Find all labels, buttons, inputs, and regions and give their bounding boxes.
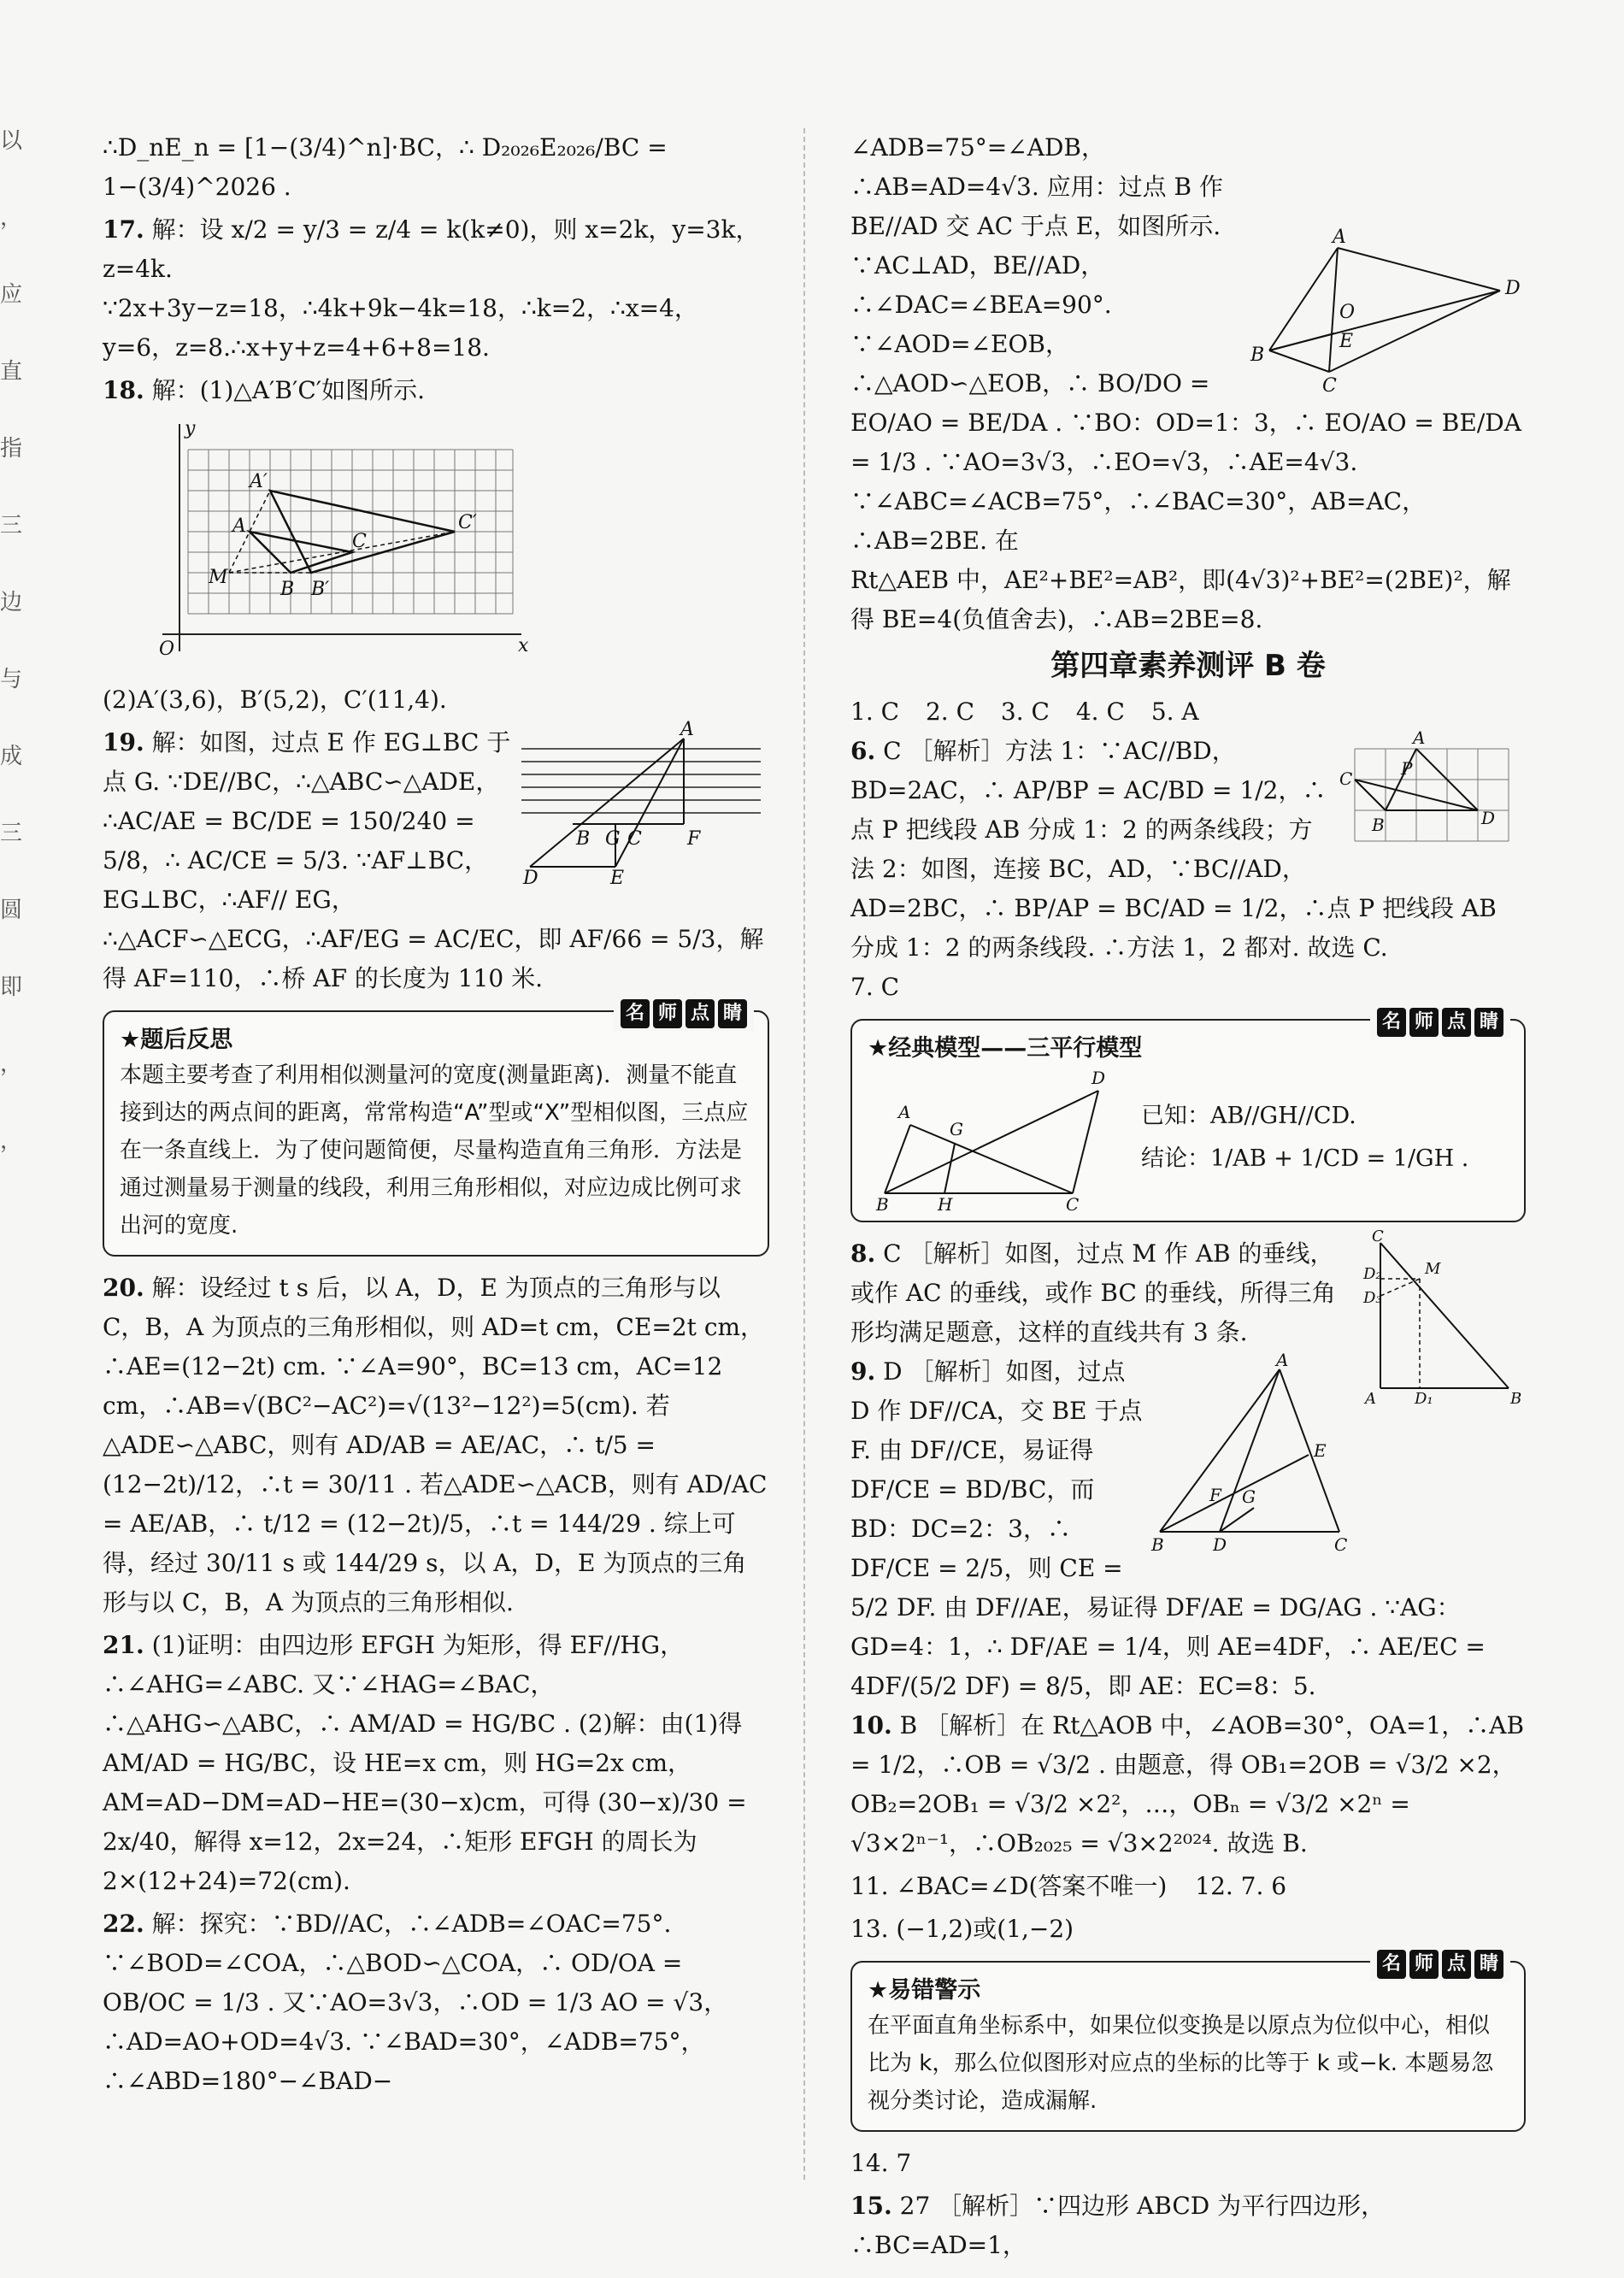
label-point-c: C bbox=[1334, 1534, 1348, 1555]
answer-22-continued bbox=[850, 128, 1526, 639]
choice-answer: 3. C bbox=[1000, 698, 1050, 726]
label-point-c-prime: C′ bbox=[458, 512, 477, 533]
badge-char: 师 bbox=[1409, 1008, 1439, 1037]
note-box-classic-model bbox=[850, 1011, 1526, 1222]
label-point-b: B bbox=[1151, 1534, 1164, 1555]
label-point-b: B bbox=[1510, 1390, 1522, 1408]
model-content bbox=[868, 1065, 1509, 1215]
badge-famous-teacher bbox=[1370, 1942, 1510, 1981]
badge-char: 名 bbox=[1377, 1008, 1406, 1037]
badge-char: 师 bbox=[653, 999, 682, 1028]
badge-famous-teacher bbox=[614, 992, 754, 1031]
edge-fragment: 指 bbox=[0, 436, 23, 462]
badge-char: 点 bbox=[685, 999, 715, 1028]
river-figure-19 bbox=[521, 719, 769, 889]
label-point-a: A bbox=[232, 515, 246, 537]
badge-famous-teacher bbox=[1370, 1000, 1510, 1039]
answer-number: 8. bbox=[850, 1239, 876, 1268]
answer-7: 7. C bbox=[850, 973, 900, 1001]
label-point-c: C bbox=[627, 828, 642, 850]
label-point-d: D bbox=[1091, 1068, 1106, 1088]
answer-number: 22. bbox=[103, 1910, 144, 1938]
answer-text: ∵2x+3y−z=18，∴4k+9k−4k=18，∴k=2，∴x=4，y=6，z=8.∴x+y+z=4+6+8=18. bbox=[103, 294, 698, 362]
label-point-m: M bbox=[209, 567, 228, 588]
badge-char: 点 bbox=[1442, 1950, 1471, 1979]
choice-answer: 4. C bbox=[1075, 698, 1125, 726]
answer-text: 解：设 x/2 = y/3 = z/4 = k(k≠0)，则 x=2k，y=3k，z=4k. bbox=[103, 215, 760, 283]
label-y-axis: y bbox=[185, 418, 196, 439]
label-point-b: B bbox=[876, 1194, 889, 1215]
edge-fragment: 即 bbox=[0, 974, 23, 1000]
answer-14: 14. 7 bbox=[850, 2149, 912, 2177]
label-point-f: F bbox=[687, 828, 701, 850]
label-point-d: D bbox=[1481, 808, 1496, 828]
answer-15 bbox=[850, 2187, 1526, 2265]
edge-fragment: 三 bbox=[0, 513, 23, 539]
edge-fragment: ， bbox=[0, 1128, 23, 1154]
edge-fragment: 应 bbox=[0, 282, 23, 308]
edge-fragment: ， bbox=[0, 1051, 23, 1077]
answer-text: ∠ADB=75°=∠ADB，∴AB=AD=4√3. 应用：过点 B 作 BE//AD 交 AC 于点 E，如图所示. ∵AC⊥AD，BE//AD，∴∠DAC=∠BEA=90°. ∵∠AOD=∠EOB，∴△AOD∽△EOB，∴ BO/DO = EO/AO = BE/DA . ∵BO：OD=1：3，∴ EO/AO = BE/DA = 1/3 . ∵AO=3√3，∴EO=√3，∴AE=4√3. ∵∠ABC=∠ACB=75°，∴∠BAC=30°，AB=AC，∴AB=2BE. 在 bbox=[850, 133, 1521, 555]
figure-22 bbox=[1244, 227, 1526, 397]
label-point-h: H bbox=[938, 1194, 953, 1215]
label-point-c: C bbox=[1066, 1194, 1080, 1215]
answer-text: C ［解析］方法 1：∵AC//BD，BD=2AC，∴ AP/BP = AC/BD = 1/2，∴点 P 把线段 AB 分成 1：2 的两条线段；方法 2：如图，连接 BC，AD，∵BC//AD，AD=2BC，∴ BP/AP = BC/AD = 1/2，∴点 P 把线段 AB 分成 1：2 的两条线段. ∴方法 1，2 都对. 故选 C. bbox=[850, 737, 1497, 962]
label-point-o: O bbox=[1339, 302, 1356, 323]
edge-fragment: 圆 bbox=[0, 898, 23, 923]
label-point-a: A bbox=[1333, 227, 1346, 248]
label-point-m: M bbox=[1425, 1260, 1441, 1278]
label-point-c: C bbox=[352, 531, 367, 552]
label-point-a: A bbox=[898, 1102, 911, 1122]
note-title: ★经典模型——三平行模型 bbox=[868, 1035, 1143, 1062]
badge-char: 睛 bbox=[1474, 1950, 1503, 1979]
badge-char: 名 bbox=[1377, 1950, 1406, 1979]
label-point-d2: D₂ bbox=[1363, 1265, 1382, 1283]
label-point-e: E bbox=[610, 868, 625, 889]
answer-text: 解：设经过 t s 后，以 A，D，E 为顶点的三角形与以 C，B，A 为顶点的三角形相似，则 AD=t cm，CE=2t cm，∴AE=(12−2t) cm. ∵∠A=90°，BC=13 cm，AC=12 cm，∴AB=√(BC²−AC²)=√(13²−12²)=5(cm). 若△ADE∽△ABC，则有 AD/AB = AE/AC，∴ t/5 = (12−2t)/12，∴t = 30/11 . 若△ADE∽△ACB，则有 AD/AC = AE/AB，∴ t/12 = (12−2t)/5，∴t = 144/29 . 综上可得，经过 30/11 s 或 144/29 s，以 A，D，E 为顶点的三角形与以 C，B，A 为顶点的三角形相似. bbox=[103, 1274, 768, 1616]
edge-fragment: 边 bbox=[0, 590, 23, 615]
answer-18 bbox=[103, 371, 769, 410]
label-origin: O bbox=[159, 639, 175, 660]
column-divider bbox=[803, 128, 805, 2180]
label-point-d: D bbox=[1505, 278, 1521, 299]
label-point-d: D bbox=[523, 868, 538, 889]
label-point-c: C bbox=[1322, 375, 1337, 397]
answer-19 bbox=[103, 719, 769, 998]
label-point-a: A bbox=[680, 719, 694, 740]
answer-number: 21. bbox=[103, 1631, 144, 1659]
badge-char: 师 bbox=[1409, 1950, 1439, 1979]
label-point-e: E bbox=[1314, 1440, 1327, 1461]
label-point-e: E bbox=[1339, 331, 1354, 352]
label-point-g: G bbox=[950, 1119, 963, 1139]
choice-answer: 5. A bbox=[1150, 698, 1199, 726]
answer-number: 19. bbox=[103, 728, 144, 756]
choice-answer: 1. C bbox=[850, 698, 900, 726]
answer-number: 9. bbox=[850, 1357, 876, 1386]
answer-8-9 bbox=[850, 1227, 1526, 1706]
answer-number: 18. bbox=[103, 376, 144, 404]
choice-answer: 2. C bbox=[925, 698, 974, 726]
page-edge-fragments bbox=[0, 128, 26, 2180]
label-point-b-prime: B′ bbox=[311, 579, 330, 600]
answer-6 bbox=[850, 727, 1526, 968]
answer-text: D ［解析］如图，过点 D 作 DF//CA，交 BE 于点 F. 由 DF//CE，易证得 DF/CE = BD/BC，而 BD：DC=2：3，∴ DF/CE = 2/5，则 CE = 5/2 DF. 由 DF//AE，易证得 DF/AE = DG/AG . ∵AG：GD=4：1，∴ DF/AE = 1/4，则 AE=4DF，∴ AE/EC = 4DF/(5/2 DF) = 8/5，即 AE：EC=8：5. bbox=[850, 1357, 1486, 1700]
label-point-d: D bbox=[1213, 1534, 1227, 1555]
answer-text: 27 ［解析］∵四边形 ABCD 为平行四边形，∴BC=AD=1， bbox=[850, 2192, 1386, 2259]
answer-17 bbox=[103, 210, 769, 368]
badge-char: 睛 bbox=[718, 999, 747, 1028]
badge-char: 点 bbox=[1442, 1008, 1471, 1037]
coordinate-grid-svg bbox=[137, 415, 530, 663]
answer-20 bbox=[103, 1268, 769, 1622]
label-point-a: A bbox=[1276, 1350, 1289, 1370]
three-parallel-figure bbox=[868, 1065, 1107, 1215]
grid-figure-18 bbox=[137, 415, 769, 675]
badge-char: 睛 bbox=[1474, 1008, 1503, 1037]
label-point-a: A bbox=[1413, 727, 1426, 748]
label-point-g: G bbox=[1242, 1486, 1256, 1507]
answer-13: 13. (−1,2)或(1,−2) bbox=[850, 1915, 1074, 1943]
answer-number: 20. bbox=[103, 1274, 144, 1302]
figure-9 bbox=[1151, 1350, 1356, 1557]
answer-10 bbox=[850, 1706, 1526, 1863]
left-column bbox=[103, 128, 769, 2104]
note-body: 在平面直角坐标系中，如果位似变换是以原点为位似中心，相似比为 k，那么位似图形对应点的坐标的比等于 k 或−k. 本题易忽视分类讨论，造成漏解. bbox=[868, 2013, 1494, 2114]
answer-22 bbox=[103, 1904, 769, 2101]
model-text bbox=[1141, 1095, 1468, 1180]
label-point-c: C bbox=[1339, 768, 1353, 789]
model-known: 已知：AB//GH//CD. bbox=[1141, 1103, 1356, 1129]
answer-text: 解：探究：∵BD//AC，∴∠ADB=∠OAC=75°. ∵∠BOD=∠COA，∴△BOD∽△COA，∴ OD/OA = OB/OC = 1/3 . 又∵AO=3√3，∴OD = 1/3 AO = √3，∴AD=AO+OD=4√3. ∵∠BAD=30°，∠ADB=75°，∴∠ABD=180°−∠BAD− bbox=[103, 1910, 728, 2095]
answer-18-part2: (2)A′(3,6)，B′(5,2)，C′(11,4). bbox=[103, 686, 447, 714]
answer-number: 10. bbox=[850, 1711, 892, 1739]
label-x-axis: x bbox=[518, 635, 529, 656]
note-body: 本题主要考查了利用相似测量河的宽度(测量距离)．测量不能直接到达的两点间的距离，常常构造“A”型或“X”型相似图，三点应在一条直线上．为了使问题简便，尽量构造直角三角形．方法是通过测量易于测量的线段，利用三角形相似，对应边成比例可求出河的宽度. bbox=[120, 1062, 749, 1239]
note-title: ★易错警示 bbox=[868, 1977, 981, 2004]
note-box-common-mistake bbox=[850, 1953, 1526, 2132]
answer-text: 解：(1)△A′B′C′如图所示. bbox=[151, 376, 426, 404]
note-title: ★题后反思 bbox=[120, 1027, 233, 1053]
edge-fragment: ， bbox=[0, 205, 23, 231]
answer-number: 15. bbox=[850, 2192, 892, 2220]
label-point-b: B bbox=[1372, 815, 1385, 835]
model-conclusion: 结论：1/AB + 1/CD = 1/GH . bbox=[1141, 1145, 1469, 1172]
edge-fragment: 以 bbox=[0, 128, 23, 154]
answer-text: ∴AC/AE = BC/DE = 150/240 = 5/8，∴ AC/CE = 5/3. ∵AF⊥BC，EG⊥BC，∴AF// bbox=[103, 807, 489, 914]
choice-answers-row bbox=[850, 692, 1526, 732]
label-point-b: B bbox=[1250, 344, 1265, 366]
label-point-a: A bbox=[1365, 1390, 1376, 1408]
label-point-p: P bbox=[1401, 758, 1413, 779]
label-point-b: B bbox=[576, 828, 591, 850]
answer-text: 12. 7. 6 bbox=[1195, 1872, 1287, 1900]
edge-fragment: 与 bbox=[0, 667, 23, 692]
answer-text: C ［解析］如图，过点 M 作 AB 的垂线，或作 AC 的垂线，或作 BC 的垂线，所得三角形均满足题意，这样的直线共有 3 条. bbox=[850, 1239, 1336, 1346]
edge-fragment: 成 bbox=[0, 744, 23, 769]
answer-text: (1)证明：由四边形 EFGH 为矩形，得 EF//HG，∴∠AHG=∠ABC. 又∵∠HAG=∠BAC，∴△AHG∽△ABC，∴ AM/AD = HG/BC . (2)解：由(1)得 AM/AD = HG/BC，设 HE=x cm，则 HG=2x cm，AM=AD−DM=AD−HE=(30−x)cm，可得 (30−x)/30 = 2x/40，解得 x=12，2x=24，∴矩形 EFGH 的周长为 2×(12+24)=72(cm). bbox=[103, 1631, 747, 1895]
answer-text: EG，∴△ACF∽△ECG，∴AF/EG = AC/EC，即 AF/66 = 5/3，解得 AF=110，∴桥 AF 的长度为 110 米. bbox=[103, 886, 764, 992]
label-point-d1: D₁ bbox=[1415, 1390, 1433, 1408]
answer-11-12 bbox=[850, 1867, 1526, 1906]
answer-text: B ［解析］在 Rt△AOB 中，∠AOB=30°，OA=1，∴AB = 1/2，∴OB = √3/2 . 由题意，得 OB₁=2OB = √3/2 ×2，OB₂=2OB₁ = √3/2 ×2²，…，OBₙ = √3/2 ×2ⁿ = √3×2ⁿ⁻¹，∴OB₂₀₂₅ = √3×2²⁰²⁴. 故选 B. bbox=[850, 1711, 1525, 1857]
label-point-b: B bbox=[280, 579, 295, 600]
label-point-g: G bbox=[605, 828, 621, 850]
label-point-a-prime: A′ bbox=[250, 471, 268, 492]
answer-text: 解：如图，过点 E 作 EG⊥BC 于点 G. ∵DE//BC，∴△ABC∽△ADE， bbox=[103, 728, 511, 796]
grid-figure-6 bbox=[1338, 727, 1526, 851]
answer-16-tail: ∴D_nE_n = [1−(3/4)^n]·BC，∴ D₂₀₂₆E₂₀₂₆/BC = 1−(3/4)^2026 . bbox=[103, 133, 668, 201]
label-point-d3: D₃ bbox=[1363, 1289, 1382, 1307]
label-point-c: C bbox=[1372, 1227, 1384, 1245]
answer-21 bbox=[103, 1626, 769, 1901]
section-title: 第四章素养测评 B 卷 bbox=[1050, 649, 1326, 683]
figure-8 bbox=[1363, 1227, 1526, 1408]
right-column bbox=[850, 128, 1526, 2269]
label-point-f: F bbox=[1209, 1485, 1221, 1505]
edge-fragment: 三 bbox=[0, 821, 23, 846]
answer-number: 17. bbox=[103, 215, 144, 244]
answer-number: 6. bbox=[850, 737, 876, 765]
note-box-reflection bbox=[103, 1003, 769, 1257]
badge-char: 名 bbox=[621, 999, 650, 1028]
answer-text: 11. ∠BAC=∠D(答案不唯一) bbox=[850, 1872, 1168, 1900]
edge-fragment: 直 bbox=[0, 359, 23, 385]
answer-text: Rt△AEB 中，AE²+BE²=AB²，即(4√3)²+BE²=(2BE)²，解得 BE=4(负值舍去)，∴AB=2BE=8. bbox=[850, 566, 1511, 633]
